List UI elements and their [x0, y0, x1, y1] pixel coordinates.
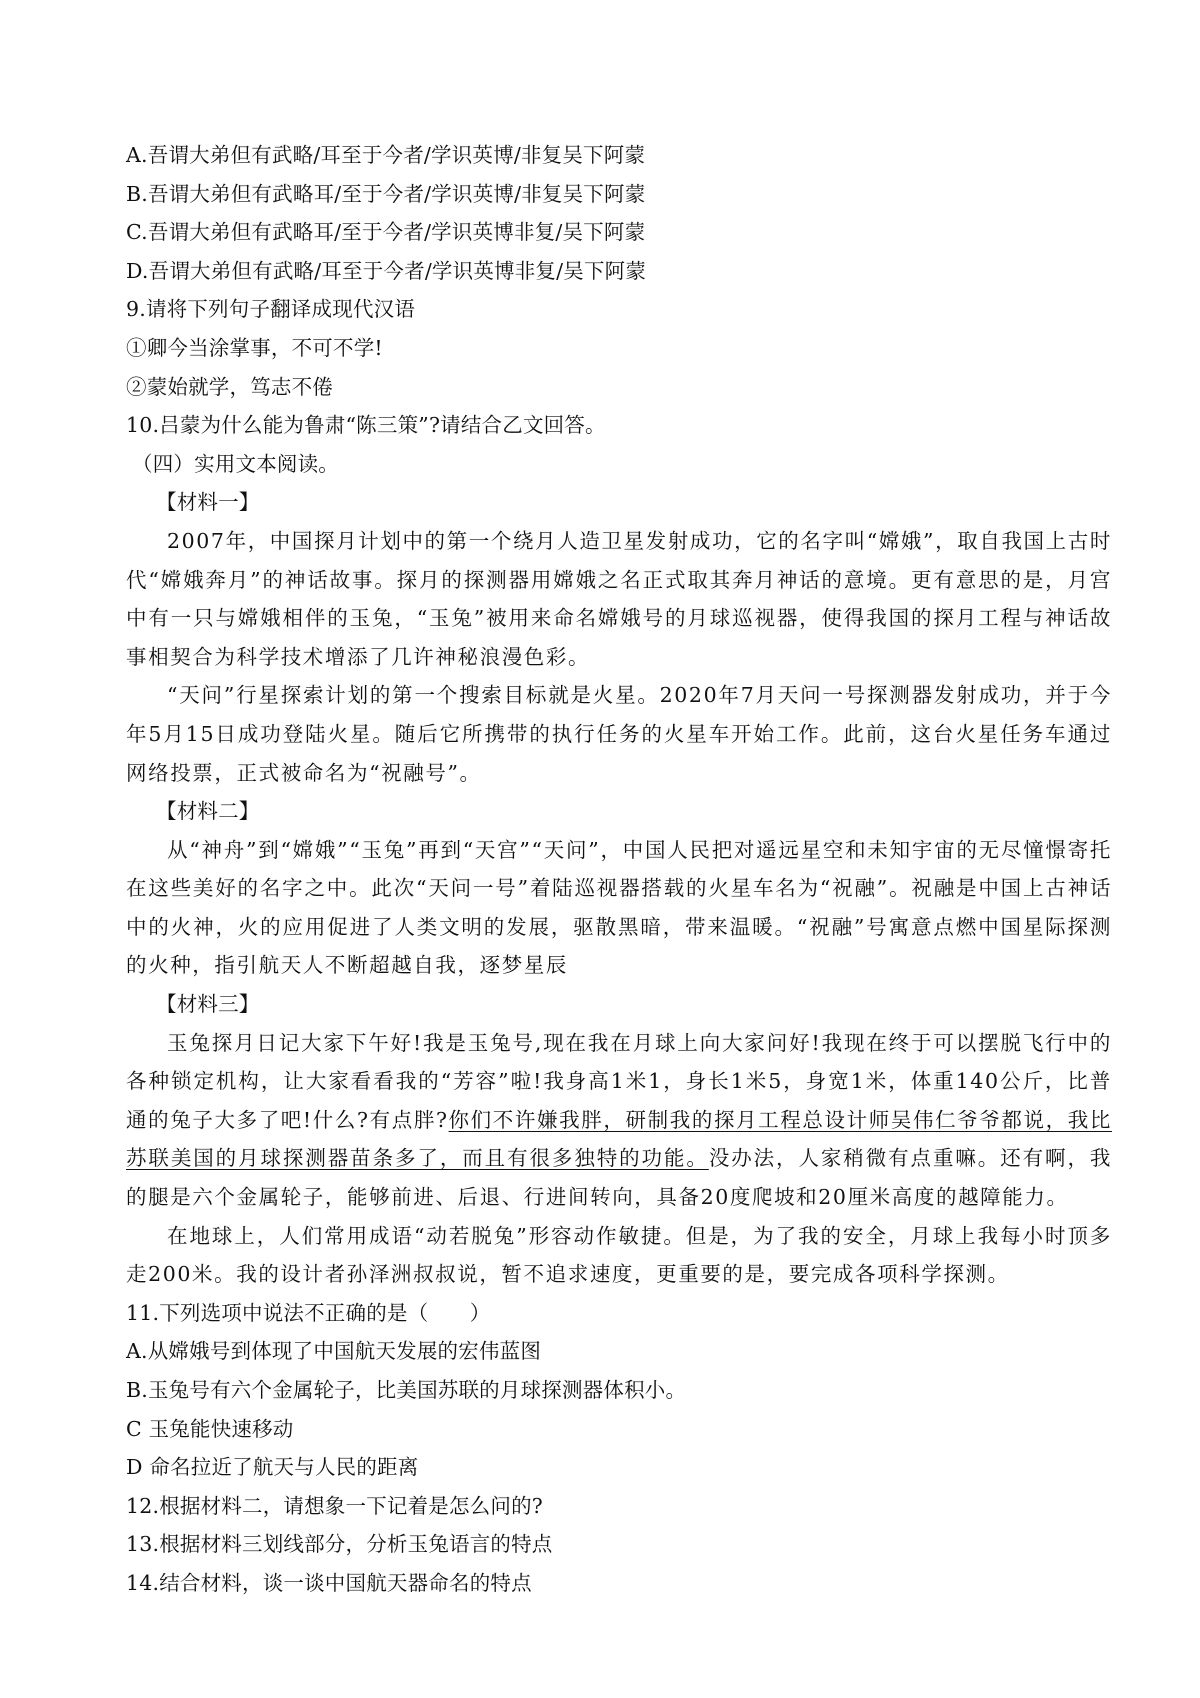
document-content [126, 136, 1112, 1603]
q9-item-1: ①卿今当涂掌事，不可不学! [126, 335, 383, 360]
q8-option-d: D.吾谓大弟但有武略/耳至于今者/学识英博非复/吴下阿蒙 [126, 258, 647, 283]
material-3-paragraph-2: 在地球上，人们常用成语“动若脱兔”形容动作敏捷。但是，为了我的安全，月球上我每小时顶多走200米。我的设计者孙泽洲叔叔说，暂不追求速度，更重要的是，要完成各项科学探测。 [126, 1223, 1112, 1287]
material-3-text-before-underline: 玉兔探月日记大家下午好!我是玉兔号,现在我在月球上向大家问好!我现在终于可以摆脱飞行中的各种锁定机构，让大家看看我的“芳容”啦!我身高1米1，身长1米5，身宽1米，体重140公斤，比普通的兔子大多了吧!什么?有点胖? [126, 1030, 1112, 1132]
q9-item-2: ②蒙始就学，笃志不倦 [126, 374, 333, 399]
q14-prompt: 14.结合材料，谈一谈中国航天器命名的特点 [126, 1570, 532, 1595]
material-2-label: 【材料二】 [156, 799, 260, 824]
q8-option-a: A.吾谓大弟但有武略/耳至于今者/学识英博/非复吴下阿蒙 [126, 143, 646, 167]
q10-prompt: 10.吕蒙为什么能为鲁肃“陈三策”?请结合乙文回答。 [126, 413, 606, 438]
q12-prompt: 12.根据材料二，请想象一下记着是怎么问的? [126, 1493, 543, 1518]
q8-option-b: B.吾谓大弟但有武略耳/至于今者/学识英博/非复吴下阿蒙 [126, 181, 646, 206]
section-4-heading: （四）实用文本阅读。 [132, 451, 339, 476]
material-2-paragraph-1: 从“神舟”到“嫦娥”“玉兔”再到“天宫”“天问”，中国人民把对遥远星空和未知宇宙的无尽憧憬寄托在这些美好的名字之中。此次“天问一号”着陆巡视器搭载的火星车名为“祝融”。祝融是中国上古神话中的火神，火的应用促进了人类文明的发展，驱散黑暗，带来温暖。“祝融”号寓意点燃中国星际探测的火种，指引航天人不断超越自我，逐梦星辰 [126, 837, 1112, 978]
q11-prompt: 11.下列选项中说法不正确的是（ ） [126, 1300, 491, 1325]
material-1-paragraph-2: “天问”行星探索计划的第一个搜索目标就是火星。2020年7月天问一号探测器发射成功，并于今年5月15日成功登陆火星。随后它所携带的执行任务的火星车开始工作。此前，这台火星任务车通过网络投票，正式被命名为“祝融号”。 [126, 683, 1112, 785]
material-3-underlined-text: 你们不许嫌我胖，研制我的探月工程总设计师吴伟仁爷爷都说，我比苏联美国的月球探测器苗条多了，而且有很多独特的功能。 [126, 1107, 1112, 1171]
q11-option-c: C 玉兔能快速移动 [126, 1416, 294, 1441]
material-3-label: 【材料三】 [156, 992, 260, 1017]
q13-prompt: 13.根据材料三划线部分，分析玉兔语言的特点 [126, 1532, 553, 1557]
q11-option-a: A.从嫦娥号到体现了中国航天发展的宏伟蓝图 [126, 1339, 542, 1364]
q9-prompt: 9.请将下列句子翻译成现代汉语 [126, 297, 416, 322]
material-1-paragraph-1: 2007年，中国探月计划中的第一个绕月人造卫星发射成功，它的名字叫“嫦娥”，取自我国上古时代“嫦娥奔月”的神话故事。探月的探测器用嫦娥之名正式取其奔月神话的意境。更有意思的是，月宫中有一只与嫦娥相伴的玉兔，“玉兔”被用来命名嫦娥号的月球巡视器，使得我国的探月工程与神话故事相契合为科学技术增添了几许神秘浪漫色彩。 [126, 528, 1112, 669]
q8-option-c: C.吾谓大弟但有武略耳/至于今者/学识英博非复/吴下阿蒙 [126, 220, 646, 245]
q11-option-b: B.玉兔号有六个金属轮子，比美国苏联的月球探测器体积小。 [126, 1378, 687, 1402]
q11-option-d: D 命名拉近了航天与人民的距离 [126, 1455, 419, 1480]
material-1-label: 【材料一】 [156, 490, 260, 515]
material-3-text-after-underline: 没办法，人家稍微有点重嘛。还有啊，我的腿是六个金属轮子，能够前进、后退、行进间转向，具备20度爬坡和20厘米高度的越障能力。 [126, 1146, 1112, 1210]
material-3-paragraph-1 [126, 1024, 1112, 1217]
